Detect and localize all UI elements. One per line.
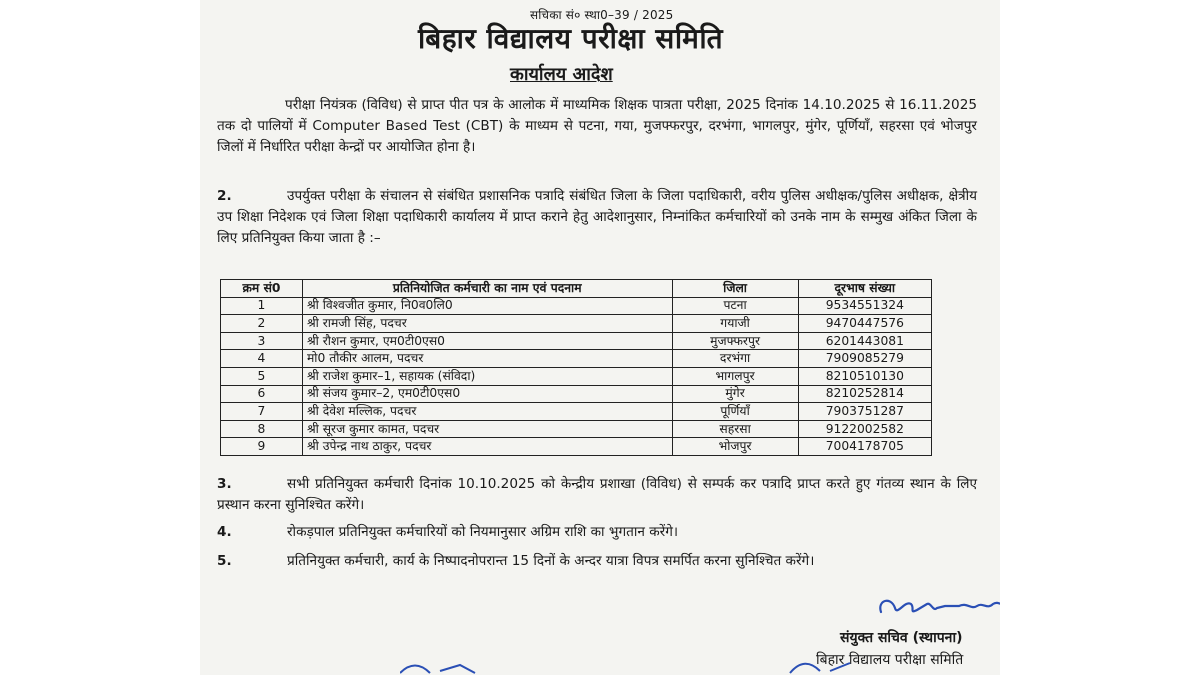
cell-name: श्री रामजी सिंह, पदचर xyxy=(302,315,672,333)
table-row xyxy=(221,315,932,333)
deputation-table xyxy=(220,279,932,456)
header-phone: दूरभाष संख्या xyxy=(798,280,931,298)
table-row xyxy=(221,297,932,315)
cell-district: सहरसा xyxy=(672,420,798,438)
signatory-designation: संयुक्त सचिव (स्थापना) xyxy=(840,630,963,646)
cell-serial: 5 xyxy=(221,367,303,385)
header-district: जिला xyxy=(672,280,798,298)
office-order-heading: कार्यालय आदेश xyxy=(510,64,613,85)
paragraph-number: 3. xyxy=(217,476,232,492)
cell-serial: 1 xyxy=(221,297,303,315)
paragraph-4 xyxy=(217,522,977,543)
paragraph-1: परीक्षा नियंत्रक (विविध) से प्राप्त पीत पत्र के आलोक में माध्यमिक शिक्षक पात्रता परीक्षा, 2025 दिनांक 14.10.2025 से 16.11.2025 तक दो पालियों में Computer Based Test (CBT) के माध्यम से पटना, गया, मुजफ्फरपुर, दरभंगा, भागलपुर, मुंगेर, पूर्णियाँ, सहरसा एवं भोजपुर जिलों में निर्धारित परीक्षा केन्द्रों पर आयोजित होना है। xyxy=(217,97,977,155)
header-name: प्रतिनियोजित कर्मचारी का नाम एवं पदनाम xyxy=(302,280,672,298)
cell-serial: 7 xyxy=(221,403,303,421)
paragraph-3 xyxy=(217,474,977,516)
cell-name: श्री सूरज कुमार कामत, पदचर xyxy=(302,420,672,438)
reference-number: सचिका सं० स्था0–39 / 2025 xyxy=(530,8,674,22)
cell-phone: 9470447576 xyxy=(798,315,931,333)
cell-phone: 6201443081 xyxy=(798,332,931,350)
paragraph-number: 4. xyxy=(217,524,232,540)
cell-phone: 7903751287 xyxy=(798,403,931,421)
cell-phone: 7909085279 xyxy=(798,350,931,368)
table-header-row xyxy=(221,280,932,298)
header-serial: क्रम सं0 xyxy=(221,280,303,298)
paragraph-number: 2. xyxy=(217,188,232,204)
cell-district: मुंगेर xyxy=(672,385,798,403)
cell-name: श्री राजेश कुमार–1, सहायक (संविदा) xyxy=(302,367,672,385)
cell-phone: 8210510130 xyxy=(798,367,931,385)
cell-district: गयाजी xyxy=(672,315,798,333)
cell-name: श्री उपेन्द्र नाथ ठाकुर, पदचर xyxy=(302,438,672,456)
cell-serial: 4 xyxy=(221,350,303,368)
cell-phone: 8210252814 xyxy=(798,385,931,403)
cell-district: भोजपुर xyxy=(672,438,798,456)
handwritten-signature xyxy=(875,590,1000,626)
cell-serial: 2 xyxy=(221,315,303,333)
table-row xyxy=(221,367,932,385)
page-title: बिहार विद्यालय परीक्षा समिति xyxy=(418,22,724,55)
cell-district: पूर्णियाँ xyxy=(672,403,798,421)
cell-phone: 7004178705 xyxy=(798,438,931,456)
cell-district: भागलपुर xyxy=(672,367,798,385)
table-row xyxy=(221,350,932,368)
cell-name: श्री संजय कुमार–2, एम0टी0एस0 xyxy=(302,385,672,403)
cell-district: मुजफ्फरपुर xyxy=(672,332,798,350)
cell-serial: 9 xyxy=(221,438,303,456)
cell-name: मो0 तौकीर आलम, पदचर xyxy=(302,350,672,368)
cell-serial: 8 xyxy=(221,420,303,438)
cell-phone: 9122002582 xyxy=(798,420,931,438)
paragraph-5 xyxy=(217,551,977,572)
cell-name: श्री विश्वजीत कुमार, नि0व0लि0 xyxy=(302,297,672,315)
paragraph-text: प्रतिनियुक्त कर्मचारी, कार्य के निष्पादनोपरान्त 15 दिनों के अन्दर यात्रा विपत्र समर्पित करना सुनिश्चित करेंगे। xyxy=(287,553,815,569)
cell-serial: 6 xyxy=(221,385,303,403)
cell-serial: 3 xyxy=(221,332,303,350)
paragraph-text: सभी प्रतिनियुक्त कर्मचारी दिनांक 10.10.2025 को केन्द्रीय प्रशाखा (विविध) से सम्पर्क कर पत्रादि प्राप्त करते हुए गंतव्य स्थान के लिए प्रस्थान करना सुनिश्चित करेंगे। xyxy=(217,476,977,513)
cell-name: श्री देवेश मल्लिक, पदचर xyxy=(302,403,672,421)
cell-phone: 9534551324 xyxy=(798,297,931,315)
paragraph-text: रोकड़पाल प्रतिनियुक्त कर्मचारियों को नियमानुसार अग्रिम राशि का भुगतान करेंगे। xyxy=(287,524,679,540)
pen-stroke-left xyxy=(400,665,475,673)
table-row xyxy=(221,420,932,438)
paragraph-number: 5. xyxy=(217,553,232,569)
cell-district: दरभंगा xyxy=(672,350,798,368)
cell-district: पटना xyxy=(672,297,798,315)
table-row xyxy=(221,385,932,403)
signatory-organization: बिहार विद्यालय परीक्षा समिति xyxy=(816,652,964,668)
table-row xyxy=(221,403,932,421)
signature-stroke xyxy=(880,598,1000,612)
pen-marks xyxy=(400,655,880,675)
cell-name: श्री रौशन कुमार, एम0टी0एस0 xyxy=(302,332,672,350)
table-row xyxy=(221,438,932,456)
order-document xyxy=(200,0,1000,675)
pen-stroke-right xyxy=(790,663,850,673)
table-row xyxy=(221,332,932,350)
paragraph-text: उपर्युक्त परीक्षा के संचालन से संबंधित प्रशासनिक पत्रादि संबंधित जिला के जिला पदाधिकारी, वरीय पुलिस अधीक्षक/पुलिस अधीक्षक, क्षेत्रीय उप शिक्षा निदेशक एवं जिला शिक्षा पदाधिकारी कार्यालय में प्राप्त कराने हेतु आदेशानुसार, निम्नांकित कर्मचारियों को उनके नाम के सम्मुख अंकित जिला के लिए प्रतिनियुक्त किया जाता है :– xyxy=(217,188,977,246)
left-margin xyxy=(0,0,200,675)
right-margin xyxy=(1000,0,1200,675)
paragraph-2 xyxy=(217,186,977,249)
